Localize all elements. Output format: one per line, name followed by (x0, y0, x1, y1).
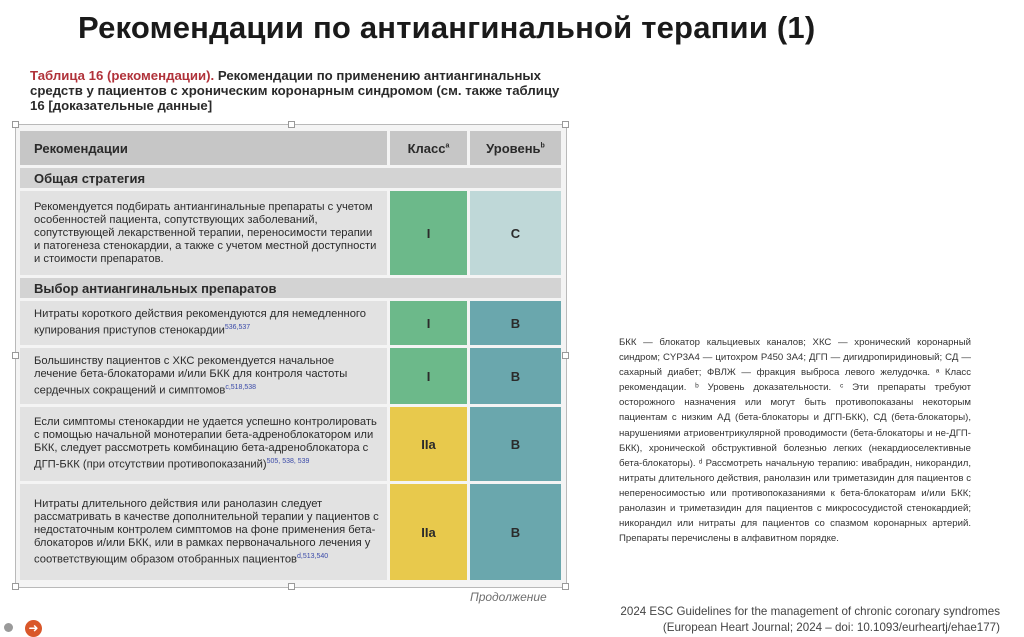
recommendation-text: Рекомендуется подбирать антиангинальные препараты с учетом особенностей пациента, сопутствующих заболеваний, сопутствующей лекарственной терапии, переносимости терапии и патогенеза стенокардии, а также с учетом местной доступности и стоимости препаратов. (20, 191, 390, 275)
table-caption (30, 68, 570, 113)
class-cell: IIa (390, 407, 470, 481)
source-line-2: (European Heart Journal; 2024 – doi: 10.1093/eurheartj/ehae177) (662, 621, 1000, 634)
table-row (20, 407, 561, 481)
table-row (20, 348, 561, 404)
level-cell: C (470, 191, 561, 275)
level-cell: B (470, 484, 561, 580)
slide-navigation (0, 620, 48, 636)
caption-lead: Таблица 16 (рекомендации). (30, 68, 215, 83)
header-recommendations: Рекомендации (20, 131, 390, 165)
slide-title: Рекомендации по антиангинальной терапии (1) (78, 10, 816, 45)
class-cell: I (390, 301, 470, 345)
level-cell: B (470, 301, 561, 345)
class-cell: I (390, 191, 470, 275)
level-cell: B (470, 348, 561, 404)
table-row (20, 191, 561, 275)
reference-sup: c,518,538 (225, 383, 257, 391)
resize-handle[interactable] (12, 583, 19, 590)
recommendation-text: Большинству пациентов с ХКС рекомендуется начальное лечение бета-блокаторами и/или БКК для контроля частоты сердечных сокращений и симптомов$^{c,518,538}$ (20, 348, 390, 404)
footnote-text: БКК — блокатор кальциевых каналов; ХКС — хронический коронарный синдром; CYP3A4 — цитохром P450 3A4; ДГП — дигидропиридиновый; СД — сахарный диабет; ФВЛЖ — фракция выброса левого желудочка. ᵃ Класс рекомендации. ᵇ Уровень доказательности. ᶜ Эти препараты требуют осторожного назначения или могут быть противопоказаны некоторым пациентам с низким АД (бета-блокаторы и ДГП-БКК), СД (бета-блокаторы), нарушениями атриовентрикулярной проводимости (бета-блокаторы и не-ДГП-БКК), хронической обструктивной болезнью легких (некардиоселективные бета-блокаторы). ᵈ Рассмотреть начальную терапию: ивабрадин, никорандил, нитраты длительного действия, ранолазин или триметазидин для пациентов с непереносимостью или противопоказаниями к бета-блокаторам и/или БКК; ранолазин и триметазидин для пациентов с микрососудистой стенокардией; никорандил или нитраты для пациентов со спазмом коронарных артерий. Препараты перечислены в алфавитном порядке. (619, 337, 971, 545)
class-cell: IIa (390, 484, 470, 580)
resize-handle[interactable] (288, 583, 295, 590)
source-citation (590, 604, 1000, 636)
resize-handle[interactable] (12, 352, 19, 359)
reference-sup: 505, 538, 539 (266, 458, 310, 466)
resize-handle[interactable] (562, 583, 569, 590)
table-header-row (20, 131, 561, 165)
resize-handle[interactable] (12, 121, 19, 128)
recommendation-text: Нитраты длительного действия или ранолазин следует рассматривать в качестве дополнительной терапии у пациентов с недостаточным контролем симптомов на фоне применения бета-блокаторов и/или БКК, или в рамках первоначального лечения у соответствующим образом отобранных пациентов$^{d,513,540}$ (20, 484, 390, 580)
resize-handle[interactable] (562, 121, 569, 128)
table-row (20, 301, 561, 345)
next-arrow-icon[interactable]: ➜ (25, 620, 42, 637)
reference-sup: d,513,540 (296, 552, 329, 560)
caption-text: Рекомендации по применению антиангинальных средств у пациентов с хроническим коронарным синдромом (см. также таблицу 16 [доказательные данные] (30, 68, 560, 113)
section-header: Выбор антиангинальных препаратов (20, 278, 561, 298)
recommendation-text: Нитраты короткого действия рекомендуются для немедленного купирования приступов стенокардии$^{536,537}$ (20, 301, 390, 345)
continued-label: Продолжение (470, 590, 547, 604)
table-row (20, 484, 561, 580)
resize-handle[interactable] (288, 121, 295, 128)
recommendation-text: Если симптомы стенокардии не удается успешно контролировать с помощью начальной монотерапии бета-адреноблокатором или БКК, следует рассмотреть комбинацию бета-адреноблокатора с ДГП-БКК (при отсутствии противопоказаний)$^{505, 538, 539}$ (20, 407, 390, 481)
recommendations-table (20, 128, 561, 583)
resize-handle[interactable] (562, 352, 569, 359)
reference-sup: 536,537 (224, 324, 251, 332)
menu-dot-icon[interactable] (4, 623, 13, 632)
level-cell: B (470, 407, 561, 481)
header-level: Уровень$^b$ (470, 131, 561, 165)
section-header: Общая стратегия (20, 168, 561, 188)
header-class: Класс$^a$ (390, 131, 470, 165)
class-cell: I (390, 348, 470, 404)
source-line-1: 2024 ESC Guidelines for the management of chronic coronary syndromes (620, 605, 1000, 618)
